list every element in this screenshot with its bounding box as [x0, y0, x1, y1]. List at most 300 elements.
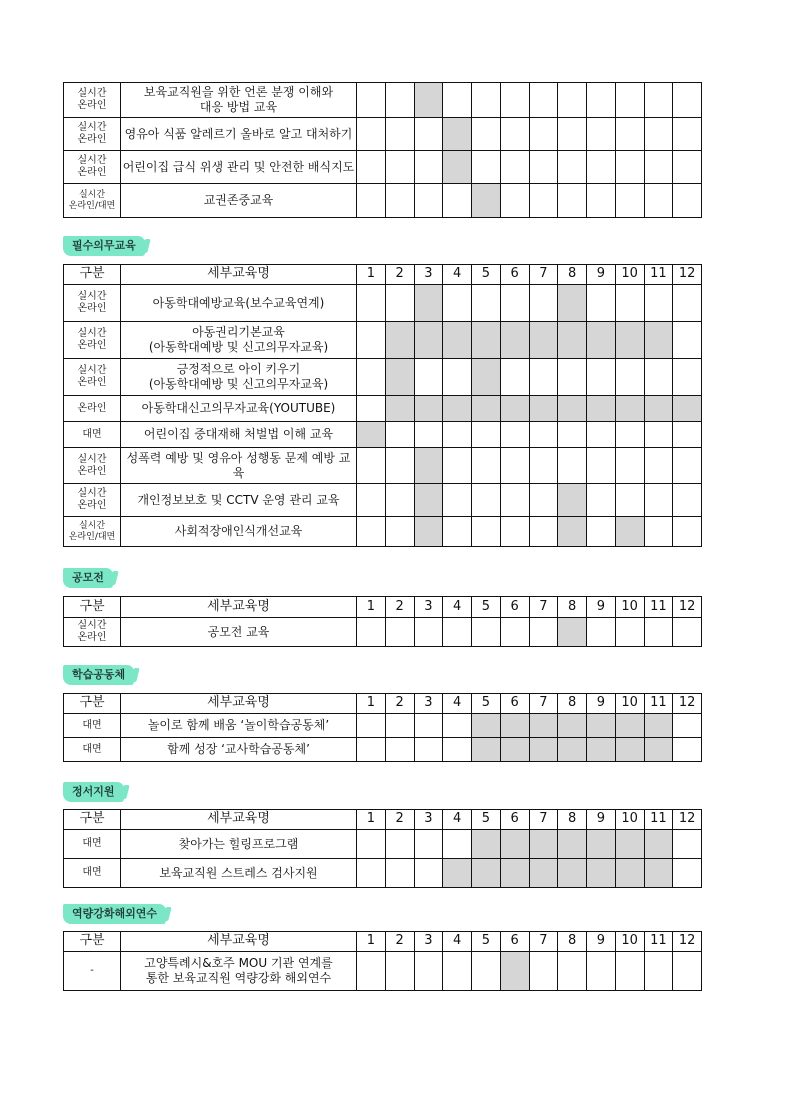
row-course-name: 긍정적으로 아이 키우기 (아동학대예방 및 신고의무자교육)	[121, 359, 357, 396]
month-cell	[558, 151, 587, 184]
header-month: 4	[443, 265, 472, 285]
month-cell	[414, 952, 443, 991]
month-cell	[414, 618, 443, 647]
header-month: 7	[529, 597, 558, 618]
month-cell	[414, 859, 443, 888]
month-cell	[558, 448, 587, 484]
header-month: 12	[673, 932, 702, 952]
month-cell	[500, 83, 529, 118]
month-cell	[587, 184, 616, 218]
section-tag-community: 학습공동체	[63, 665, 134, 685]
header-month: 6	[500, 932, 529, 952]
month-cell	[357, 422, 386, 448]
month-cell	[472, 422, 501, 448]
month-cell	[558, 618, 587, 647]
month-cell	[644, 322, 673, 359]
month-cell	[414, 285, 443, 322]
header-month: 9	[587, 932, 616, 952]
row-category: 온라인	[64, 396, 121, 422]
month-cell	[673, 83, 702, 118]
header-month: 4	[443, 932, 472, 952]
header-month: 8	[558, 597, 587, 618]
table-header-row	[64, 694, 702, 714]
month-cell	[615, 359, 644, 396]
month-cell	[443, 285, 472, 322]
month-cell	[529, 830, 558, 859]
header-month: 2	[385, 932, 414, 952]
month-cell	[673, 714, 702, 738]
header-month: 12	[673, 597, 702, 618]
header-month: 8	[558, 810, 587, 830]
table-row	[64, 952, 702, 991]
month-cell	[385, 359, 414, 396]
month-cell	[443, 422, 472, 448]
month-cell	[443, 83, 472, 118]
row-course-name: 개인정보보호 및 CCTV 운영 관리 교육	[121, 484, 357, 517]
row-category: 실시간 온라인	[64, 83, 121, 118]
month-cell	[357, 830, 386, 859]
month-cell	[472, 484, 501, 517]
month-cell	[357, 184, 386, 218]
table-row	[64, 517, 702, 547]
month-cell	[673, 422, 702, 448]
month-cell	[472, 184, 501, 218]
section-tag-mandatory: 필수의무교육	[63, 236, 145, 256]
month-cell	[644, 618, 673, 647]
header-category: 구분	[64, 932, 121, 952]
month-cell	[529, 285, 558, 322]
row-course-name: 찾아가는 힐링프로그램	[121, 830, 357, 859]
month-cell	[472, 151, 501, 184]
header-month: 2	[385, 265, 414, 285]
month-cell	[615, 714, 644, 738]
month-cell	[385, 859, 414, 888]
month-cell	[414, 422, 443, 448]
month-cell	[644, 359, 673, 396]
header-month: 10	[615, 597, 644, 618]
header-month: 5	[472, 932, 501, 952]
month-cell	[673, 359, 702, 396]
month-cell	[644, 738, 673, 762]
table-header-row	[64, 932, 702, 952]
header-course-name: 세부교육명	[121, 597, 357, 618]
table-row	[64, 151, 702, 184]
row-course-name: 영유아 식품 알레르기 올바로 알고 대처하기	[121, 118, 357, 151]
header-month: 2	[385, 810, 414, 830]
month-cell	[673, 738, 702, 762]
row-category: 실시간 온라인	[64, 484, 121, 517]
row-category: 실시간 온라인/대면	[64, 184, 121, 218]
header-month: 3	[414, 597, 443, 618]
header-month: 5	[472, 810, 501, 830]
header-course-name: 세부교육명	[121, 810, 357, 830]
month-cell	[357, 517, 386, 547]
month-cell	[558, 184, 587, 218]
row-course-name: 어린이집 중대재해 처벌법 이해 교육	[121, 422, 357, 448]
month-cell	[558, 517, 587, 547]
month-cell	[615, 396, 644, 422]
table-row	[64, 738, 702, 762]
row-course-name: 공모전 교육	[121, 618, 357, 647]
month-cell	[357, 714, 386, 738]
month-cell	[385, 184, 414, 218]
month-cell	[472, 448, 501, 484]
month-cell	[587, 359, 616, 396]
month-cell	[615, 830, 644, 859]
month-cell	[500, 184, 529, 218]
month-cell	[414, 151, 443, 184]
month-cell	[529, 118, 558, 151]
month-cell	[443, 396, 472, 422]
month-cell	[615, 151, 644, 184]
month-cell	[615, 184, 644, 218]
month-cell	[644, 422, 673, 448]
month-cell	[615, 618, 644, 647]
month-cell	[587, 285, 616, 322]
header-month: 11	[644, 597, 673, 618]
table-row	[64, 830, 702, 859]
month-cell	[357, 738, 386, 762]
row-category: 대면	[64, 738, 121, 762]
header-month: 2	[385, 694, 414, 714]
month-cell	[357, 448, 386, 484]
header-month: 8	[558, 932, 587, 952]
month-cell	[500, 517, 529, 547]
month-cell	[644, 83, 673, 118]
month-cell	[615, 448, 644, 484]
month-cell	[673, 322, 702, 359]
row-course-name: 보육교직원 스트레스 검사지원	[121, 859, 357, 888]
header-month: 2	[385, 597, 414, 618]
month-cell	[443, 359, 472, 396]
header-month: 6	[500, 265, 529, 285]
month-cell	[644, 830, 673, 859]
month-cell	[414, 830, 443, 859]
month-cell	[529, 714, 558, 738]
month-cell	[529, 448, 558, 484]
row-course-name: 성폭력 예방 및 영유아 성행동 문제 예방 교육	[121, 448, 357, 484]
month-cell	[644, 118, 673, 151]
section-tag-emotion: 정서지원	[63, 782, 124, 802]
month-cell	[357, 952, 386, 991]
month-cell	[529, 517, 558, 547]
month-cell	[357, 83, 386, 118]
header-month: 1	[357, 597, 386, 618]
month-cell	[443, 322, 472, 359]
month-cell	[385, 118, 414, 151]
schedule-table	[63, 809, 702, 888]
month-cell	[414, 448, 443, 484]
month-cell	[673, 484, 702, 517]
table-header-row	[64, 265, 702, 285]
header-month: 10	[615, 694, 644, 714]
header-month: 1	[357, 265, 386, 285]
month-cell	[385, 285, 414, 322]
month-cell	[472, 714, 501, 738]
month-cell	[472, 83, 501, 118]
table-mandatory	[63, 264, 702, 547]
month-cell	[673, 830, 702, 859]
header-month: 7	[529, 694, 558, 714]
header-month: 11	[644, 932, 673, 952]
month-cell	[587, 83, 616, 118]
table-row	[64, 422, 702, 448]
month-cell	[500, 151, 529, 184]
month-cell	[414, 738, 443, 762]
row-category: 실시간 온라인	[64, 448, 121, 484]
month-cell	[615, 422, 644, 448]
month-cell	[615, 952, 644, 991]
header-month: 6	[500, 810, 529, 830]
schedule-table	[63, 931, 702, 991]
month-cell	[443, 859, 472, 888]
header-month: 10	[615, 265, 644, 285]
month-cell	[558, 285, 587, 322]
month-cell	[615, 83, 644, 118]
month-cell	[500, 448, 529, 484]
table-emotion	[63, 809, 702, 888]
month-cell	[500, 285, 529, 322]
month-cell	[673, 151, 702, 184]
month-cell	[615, 118, 644, 151]
header-month: 5	[472, 597, 501, 618]
table-overseas	[63, 931, 702, 991]
month-cell	[587, 714, 616, 738]
month-cell	[587, 422, 616, 448]
schedule-table	[63, 82, 702, 218]
month-cell	[472, 359, 501, 396]
month-cell	[443, 714, 472, 738]
row-category: 대면	[64, 422, 121, 448]
table-row	[64, 448, 702, 484]
month-cell	[500, 422, 529, 448]
month-cell	[500, 484, 529, 517]
row-category: 대면	[64, 714, 121, 738]
header-month: 12	[673, 810, 702, 830]
month-cell	[644, 484, 673, 517]
month-cell	[673, 517, 702, 547]
month-cell	[615, 738, 644, 762]
month-cell	[529, 83, 558, 118]
header-month: 9	[587, 597, 616, 618]
month-cell	[673, 448, 702, 484]
month-cell	[558, 830, 587, 859]
month-cell	[615, 322, 644, 359]
month-cell	[385, 396, 414, 422]
month-cell	[414, 517, 443, 547]
table-row	[64, 322, 702, 359]
row-course-name: 놀이로 함께 배움 ‘놀이학습공동체’	[121, 714, 357, 738]
header-month: 8	[558, 265, 587, 285]
month-cell	[529, 484, 558, 517]
month-cell	[472, 396, 501, 422]
header-month: 10	[615, 932, 644, 952]
header-month: 6	[500, 694, 529, 714]
table-row	[64, 83, 702, 118]
header-month: 1	[357, 932, 386, 952]
header-category: 구분	[64, 810, 121, 830]
month-cell	[587, 517, 616, 547]
header-month: 11	[644, 265, 673, 285]
table-row	[64, 618, 702, 647]
month-cell	[558, 359, 587, 396]
table-row	[64, 118, 702, 151]
month-cell	[587, 118, 616, 151]
month-cell	[385, 952, 414, 991]
month-cell	[644, 184, 673, 218]
month-cell	[443, 738, 472, 762]
month-cell	[443, 448, 472, 484]
schedule-table	[63, 693, 702, 762]
row-course-name: 사회적장애인식개선교육	[121, 517, 357, 547]
month-cell	[529, 396, 558, 422]
month-cell	[644, 517, 673, 547]
header-month: 3	[414, 932, 443, 952]
month-cell	[472, 285, 501, 322]
header-month: 3	[414, 265, 443, 285]
month-cell	[673, 618, 702, 647]
header-month: 9	[587, 265, 616, 285]
header-month: 6	[500, 597, 529, 618]
month-cell	[472, 322, 501, 359]
month-cell	[529, 738, 558, 762]
header-month: 11	[644, 694, 673, 714]
table-continuation	[63, 82, 702, 218]
row-course-name: 아동학대신고의무자교육(YOUTUBE)	[121, 396, 357, 422]
header-month: 11	[644, 810, 673, 830]
month-cell	[558, 738, 587, 762]
header-month: 10	[615, 810, 644, 830]
header-course-name: 세부교육명	[121, 265, 357, 285]
row-category: -	[64, 952, 121, 991]
month-cell	[615, 859, 644, 888]
month-cell	[529, 618, 558, 647]
month-cell	[414, 359, 443, 396]
header-month: 3	[414, 694, 443, 714]
month-cell	[443, 151, 472, 184]
month-cell	[357, 322, 386, 359]
month-cell	[587, 151, 616, 184]
header-month: 4	[443, 694, 472, 714]
row-category: 대면	[64, 859, 121, 888]
header-month: 4	[443, 810, 472, 830]
month-cell	[615, 484, 644, 517]
month-cell	[443, 118, 472, 151]
month-cell	[414, 184, 443, 218]
month-cell	[500, 618, 529, 647]
month-cell	[587, 859, 616, 888]
month-cell	[529, 952, 558, 991]
table-header-row	[64, 597, 702, 618]
row-category: 실시간 온라인	[64, 285, 121, 322]
header-month: 5	[472, 694, 501, 714]
table-community	[63, 693, 702, 762]
month-cell	[558, 396, 587, 422]
month-cell	[472, 830, 501, 859]
row-category: 실시간 온라인	[64, 151, 121, 184]
table-row	[64, 714, 702, 738]
month-cell	[472, 517, 501, 547]
section-tag-overseas: 역량강화해외연수	[63, 904, 166, 924]
month-cell	[529, 322, 558, 359]
month-cell	[414, 118, 443, 151]
month-cell	[673, 396, 702, 422]
month-cell	[500, 859, 529, 888]
row-course-name: 어린이집 급식 위생 관리 및 안전한 배식지도	[121, 151, 357, 184]
schedule-table	[63, 264, 702, 547]
month-cell	[472, 118, 501, 151]
month-cell	[558, 484, 587, 517]
month-cell	[385, 448, 414, 484]
month-cell	[414, 322, 443, 359]
month-cell	[443, 184, 472, 218]
header-category: 구분	[64, 694, 121, 714]
month-cell	[385, 714, 414, 738]
table-row	[64, 359, 702, 396]
month-cell	[587, 830, 616, 859]
month-cell	[558, 859, 587, 888]
month-cell	[500, 359, 529, 396]
month-cell	[357, 859, 386, 888]
month-cell	[615, 517, 644, 547]
row-course-name: 교권존중교육	[121, 184, 357, 218]
month-cell	[357, 118, 386, 151]
header-month: 9	[587, 694, 616, 714]
month-cell	[385, 830, 414, 859]
header-month: 7	[529, 265, 558, 285]
month-cell	[587, 322, 616, 359]
month-cell	[443, 484, 472, 517]
row-course-name: 아동학대예방교육(보수교육연계)	[121, 285, 357, 322]
month-cell	[443, 952, 472, 991]
month-cell	[414, 714, 443, 738]
month-cell	[385, 322, 414, 359]
header-course-name: 세부교육명	[121, 932, 357, 952]
header-month: 4	[443, 597, 472, 618]
header-month: 3	[414, 810, 443, 830]
table-row	[64, 285, 702, 322]
row-course-name: 보육교직원을 위한 언론 분쟁 이해와 대응 방법 교육	[121, 83, 357, 118]
month-cell	[558, 422, 587, 448]
row-course-name: 아동권리기본교육 (아동학대예방 및 신고의무자교육)	[121, 322, 357, 359]
month-cell	[385, 618, 414, 647]
month-cell	[385, 484, 414, 517]
month-cell	[673, 285, 702, 322]
header-month: 8	[558, 694, 587, 714]
month-cell	[673, 184, 702, 218]
month-cell	[472, 859, 501, 888]
month-cell	[500, 714, 529, 738]
month-cell	[472, 738, 501, 762]
row-category: 대면	[64, 830, 121, 859]
table-row	[64, 859, 702, 888]
month-cell	[414, 396, 443, 422]
row-category: 실시간 온라인	[64, 118, 121, 151]
month-cell	[644, 396, 673, 422]
month-cell	[587, 448, 616, 484]
month-cell	[500, 830, 529, 859]
table-contest	[63, 596, 702, 647]
month-cell	[443, 830, 472, 859]
header-month: 7	[529, 810, 558, 830]
month-cell	[587, 618, 616, 647]
month-cell	[357, 285, 386, 322]
month-cell	[500, 738, 529, 762]
row-course-name: 함께 성장 ‘교사학습공동체’	[121, 738, 357, 762]
month-cell	[500, 396, 529, 422]
table-row	[64, 184, 702, 218]
month-cell	[644, 151, 673, 184]
